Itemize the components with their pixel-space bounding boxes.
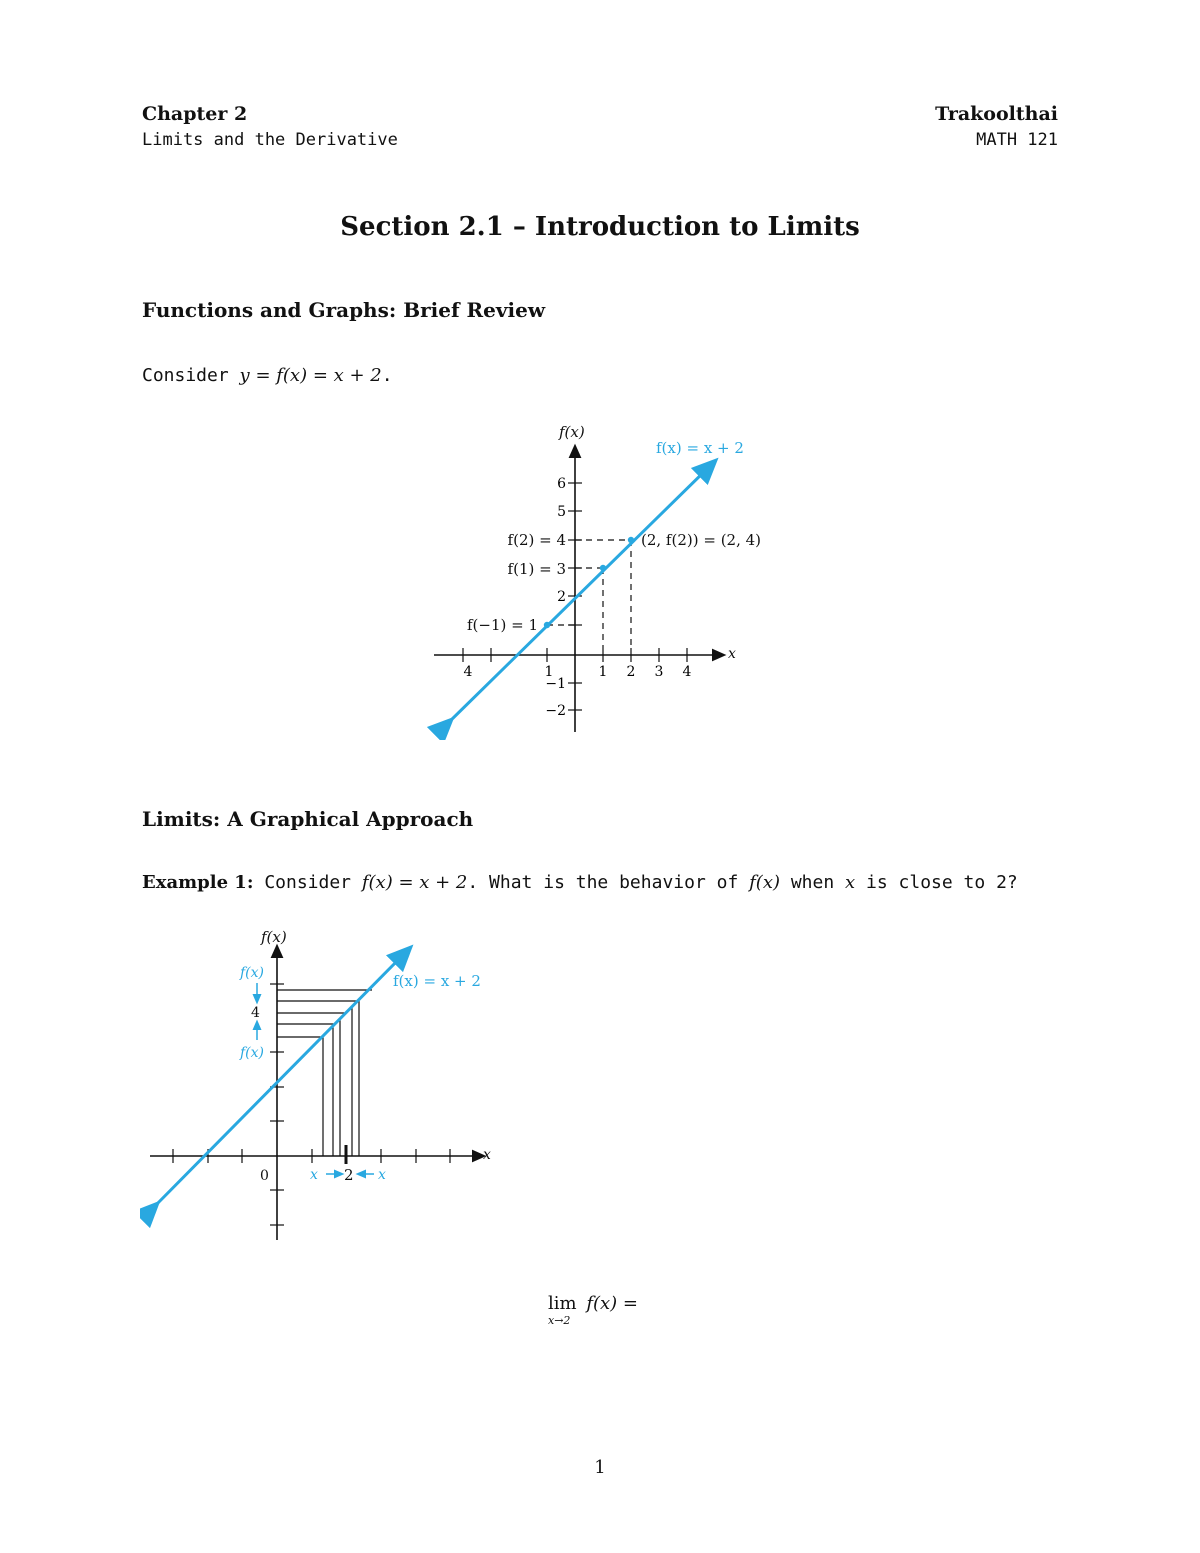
page-title: Section 2.1 – Introduction to Limits <box>340 212 860 242</box>
graph-function-review <box>420 415 790 740</box>
x-tick-label: 2 <box>626 664 636 680</box>
lim-subscript: x→2 <box>548 1314 571 1327</box>
function-line <box>446 466 710 725</box>
example-math: x <box>845 872 856 893</box>
y-tick-label: −1 <box>545 676 566 692</box>
example-math: f(x) = x + 2 <box>361 872 468 893</box>
page-number: 1 <box>594 1457 606 1478</box>
example-math: f(x) <box>749 872 780 893</box>
label-fm1: f(−1) = 1 <box>466 616 538 634</box>
point-label: (2, f(2)) = (2, 4) <box>641 531 762 549</box>
chapter-label: Chapter 2 <box>142 103 248 125</box>
label-f2: f(2) = 4 <box>507 531 566 549</box>
example-1-label: Example 1: <box>142 872 254 893</box>
example-text: . What is the behavior of <box>467 872 750 893</box>
x-tick-label: 4 <box>463 664 473 680</box>
point-fm1 <box>544 622 550 628</box>
graph-limit-approach <box>140 920 510 1250</box>
example-text: when <box>780 872 846 893</box>
section-heading-review: Functions and Graphs: Brief Review <box>142 298 546 322</box>
x-right-label: x <box>378 1167 386 1183</box>
x-center-label: 2 <box>344 1166 354 1184</box>
y-value-label: 4 <box>251 1005 260 1021</box>
point-f1 <box>600 565 606 571</box>
function-line <box>152 953 405 1209</box>
x-tick-label: 3 <box>654 664 664 680</box>
x-axis-label: x <box>483 1147 491 1163</box>
y-axis-label: f(x) <box>559 423 585 441</box>
horizontal-guides <box>277 990 372 1037</box>
consider-sentence <box>142 365 393 386</box>
example-text: Consider <box>253 872 362 893</box>
y-tick-label: 5 <box>557 504 566 520</box>
course-code: MATH 121 <box>976 130 1058 150</box>
x-tick-label: 1 <box>544 664 554 680</box>
x-tick-label: 4 <box>682 664 692 680</box>
limit-expression <box>548 1293 638 1327</box>
section-heading-limits: Limits: A Graphical Approach <box>142 807 474 831</box>
author-name: Trakoolthai <box>935 103 1058 125</box>
consider-math: y = f(x) = x + 2 <box>239 365 382 386</box>
y-tick-label: 2 <box>557 589 566 605</box>
chapter-title: Limits and the Derivative <box>142 130 398 150</box>
example-text: is close to 2? <box>855 872 1018 893</box>
origin-label: 0 <box>260 1168 269 1184</box>
x-axis-label: x <box>728 646 736 662</box>
fx-bottom-label: f(x) <box>240 1045 265 1061</box>
y-axis-label: f(x) <box>261 928 287 946</box>
example-1-sentence <box>142 872 1018 893</box>
point-f2 <box>628 537 634 543</box>
x-left-label: x <box>310 1167 318 1183</box>
y-tick-label: −2 <box>545 703 566 719</box>
line-label: f(x) = x + 2 <box>393 972 481 990</box>
label-f1: f(1) = 3 <box>507 560 566 578</box>
x-tick-label: 1 <box>598 664 608 680</box>
lim-operator: lim <box>548 1293 577 1314</box>
consider-suffix: . <box>381 365 393 386</box>
lim-expression-rest: f(x) = <box>586 1293 638 1314</box>
y-tick-label: 6 <box>557 476 566 492</box>
consider-prefix: Consider <box>142 365 240 386</box>
line-label: f(x) = x + 2 <box>656 439 744 457</box>
fx-top-label: f(x) <box>240 965 265 981</box>
